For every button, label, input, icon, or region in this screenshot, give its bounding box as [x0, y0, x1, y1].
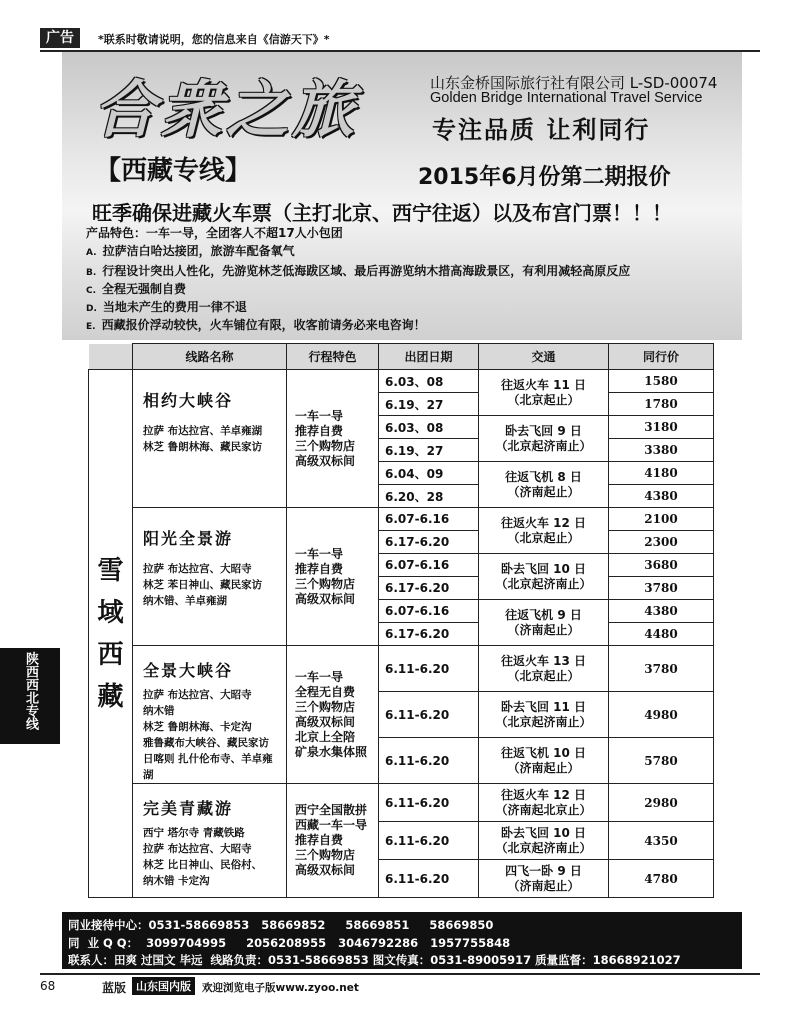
route-spots: 拉萨 布达拉宫、大昭寺 纳木错 林芝 鲁朗林海、卡定沟 雅鲁藏布大峡谷、藏民家访 日喀则 扎什伦布寺、羊卓雍湖	[143, 689, 273, 781]
price: 1780	[609, 393, 714, 416]
feature-item: E. 西藏报价浮动较快，火车铺位有限，收客前请务必来电咨询！	[86, 318, 426, 332]
header-date: 出团日期	[379, 344, 479, 370]
table-row	[89, 646, 714, 692]
contact-footer	[62, 912, 742, 969]
route-name: 全景大峡谷	[143, 661, 234, 680]
price: 4380	[609, 485, 714, 508]
price: 3380	[609, 439, 714, 462]
feature-item: D. 当地未产生的费用一律不退	[86, 300, 247, 314]
transport: 卧去飞回 10 日 （北京起济南止）	[479, 554, 609, 600]
departure-date: 6.17-6.20	[379, 531, 479, 554]
departure-date: 6.11-6.20	[379, 692, 479, 738]
departure-date: 6.11-6.20	[379, 860, 479, 898]
departure-date: 6.11-6.20	[379, 738, 479, 784]
transport: 卧去飞回 11 日 （北京起济南止）	[479, 692, 609, 738]
page-number: 68	[40, 979, 56, 993]
feature-item: B. 行程设计突出人性化，先游览林芝低海跋区域、最后再游览纳木措高海跋景区，有利用减轻高原反应	[86, 264, 631, 278]
ad-label: 广告	[40, 28, 80, 48]
departure-date: 6.03、08	[379, 416, 479, 439]
price: 2300	[609, 531, 714, 554]
departure-date: 6.11-6.20	[379, 646, 479, 692]
table-header-row	[89, 344, 714, 370]
brand-title: 合衆之旅	[94, 73, 359, 146]
route-features: 一车一导 全程无自费 三个购物店 高级双标间 北京上全陪 矿泉水集体照	[287, 646, 379, 784]
departure-date: 6.17-6.20	[379, 623, 479, 646]
transport: 往返火车 13 日 （北京起止）	[479, 646, 609, 692]
feature-item: A. 拉萨洁白哈达接团，旅游车配备氧气	[86, 244, 295, 258]
price: 3780	[609, 577, 714, 600]
route-features: 西宁全国散拼 西藏一车一导 推荐自费 三个购物店 高级双标间	[287, 784, 379, 898]
departure-date: 6.03、08	[379, 370, 479, 393]
contact-line: 同业接待中心：0531-58669853 58669852 58669851 58669850	[68, 918, 494, 932]
features-title: 产品特色：一车一导，全团客人不超17人小包团	[86, 226, 343, 240]
ad-note: *联系时敬请说明，您的信息来自《信游天下》*	[98, 33, 330, 46]
departure-date: 6.19、27	[379, 393, 479, 416]
header-features: 行程特色	[287, 344, 379, 370]
edition-label: 蓝版	[102, 981, 127, 995]
transport: 往返飞机 10 日 （济南起止）	[479, 738, 609, 784]
contact-line: 同 业 Q Q： 3099704995 2056208955 3046792286 1957755848	[68, 936, 511, 950]
departure-date: 6.04、09	[379, 462, 479, 485]
route-spots: 拉萨 布达拉宫、大昭寺 林芝 苯日神山、藏民家访 纳木错、羊卓雍湖	[143, 563, 263, 607]
edition-box: 山东国内版	[132, 977, 195, 995]
region-cell	[89, 370, 133, 898]
website-link[interactable]: 欢迎浏览电子版www.zyoo.net	[202, 982, 359, 994]
price: 4480	[609, 623, 714, 646]
transport: 卧去飞回 10 日 （北京起济南止）	[479, 822, 609, 860]
departure-date: 6.07-6.16	[379, 600, 479, 623]
transport: 往返火车 11 日 （北京起止）	[479, 370, 609, 416]
table-row	[89, 370, 714, 393]
company-name-cn: 山东金桥国际旅行社有限公司 L-SD-00074	[430, 74, 718, 92]
departure-date: 6.17-6.20	[379, 577, 479, 600]
price: 4780	[609, 860, 714, 898]
transport: 往返火车 12 日 （北京起止）	[479, 508, 609, 554]
section-tag: 【西藏专线】	[95, 156, 252, 186]
price: 3180	[609, 416, 714, 439]
page-footer	[40, 973, 760, 997]
price: 3680	[609, 554, 714, 577]
table-row	[89, 508, 714, 531]
route-table	[88, 343, 714, 898]
route-name: 相约大峡谷	[143, 391, 234, 410]
headline: 旺季确保进藏火车票（主打北京、西宁往返）以及布宫门票！！！	[92, 201, 672, 225]
route-cell	[133, 370, 287, 508]
transport: 往返飞机 9 日 （济南起止）	[479, 600, 609, 646]
price: 2100	[609, 508, 714, 531]
route-cell	[133, 784, 287, 898]
departure-date: 6.07-6.16	[379, 554, 479, 577]
ad-header	[40, 28, 760, 52]
region-label: 雪 域 西 藏	[97, 555, 124, 712]
route-cell	[133, 646, 287, 784]
route-cell	[133, 508, 287, 646]
price: 4180	[609, 462, 714, 485]
transport: 往返火车 12 日 （济南起北京止）	[479, 784, 609, 822]
transport: 四飞一卧 9 日 （济南起止）	[479, 860, 609, 898]
price: 4380	[609, 600, 714, 623]
route-name: 阳光全景游	[143, 529, 234, 548]
price: 5780	[609, 738, 714, 784]
route-features: 一车一导 推荐自费 三个购物店 高级双标间	[287, 508, 379, 646]
price: 3780	[609, 646, 714, 692]
route-spots: 拉萨 布达拉宫、羊卓雍湖 林芝 鲁朗林海、藏民家访	[143, 425, 263, 453]
feature-item: C. 全程无强制自费	[86, 282, 187, 296]
price: 1580	[609, 370, 714, 393]
route-features: 一车一导 推荐自费 三个购物店 高级双标间	[287, 370, 379, 508]
transport: 卧去飞回 9 日 （北京起济南止）	[479, 416, 609, 462]
price-period: 2015年6月份第二期报价	[418, 165, 671, 190]
transport: 往返飞机 8 日 （济南起止）	[479, 462, 609, 508]
header-route: 线路名称	[133, 344, 287, 370]
departure-date: 6.07-6.16	[379, 508, 479, 531]
side-tab: 陕西西北专线	[0, 648, 60, 744]
header-transport: 交通	[479, 344, 609, 370]
departure-date: 6.20、28	[379, 485, 479, 508]
company-name-en: Golden Bridge International Travel Service	[430, 90, 703, 106]
contact-line: 联系人：田爽 过国文 毕远 线路负责：0531-58669853 图文传真：0531-89005917 质量监督：18668921027	[68, 953, 681, 967]
slogan: 专注品质 让利同行	[432, 116, 651, 144]
table-row	[89, 784, 714, 822]
route-spots: 西宁 塔尔寺 青藏铁路 拉萨 布达拉宫、大昭寺 林芝 比日神山、民俗村、 纳木错 卡定沟	[143, 827, 263, 887]
price: 2980	[609, 784, 714, 822]
departure-date: 6.11-6.20	[379, 822, 479, 860]
departure-date: 6.19、27	[379, 439, 479, 462]
header-price: 同行价	[609, 344, 714, 370]
departure-date: 6.11-6.20	[379, 784, 479, 822]
price: 4350	[609, 822, 714, 860]
price: 4980	[609, 692, 714, 738]
route-name: 完美青藏游	[143, 799, 234, 818]
